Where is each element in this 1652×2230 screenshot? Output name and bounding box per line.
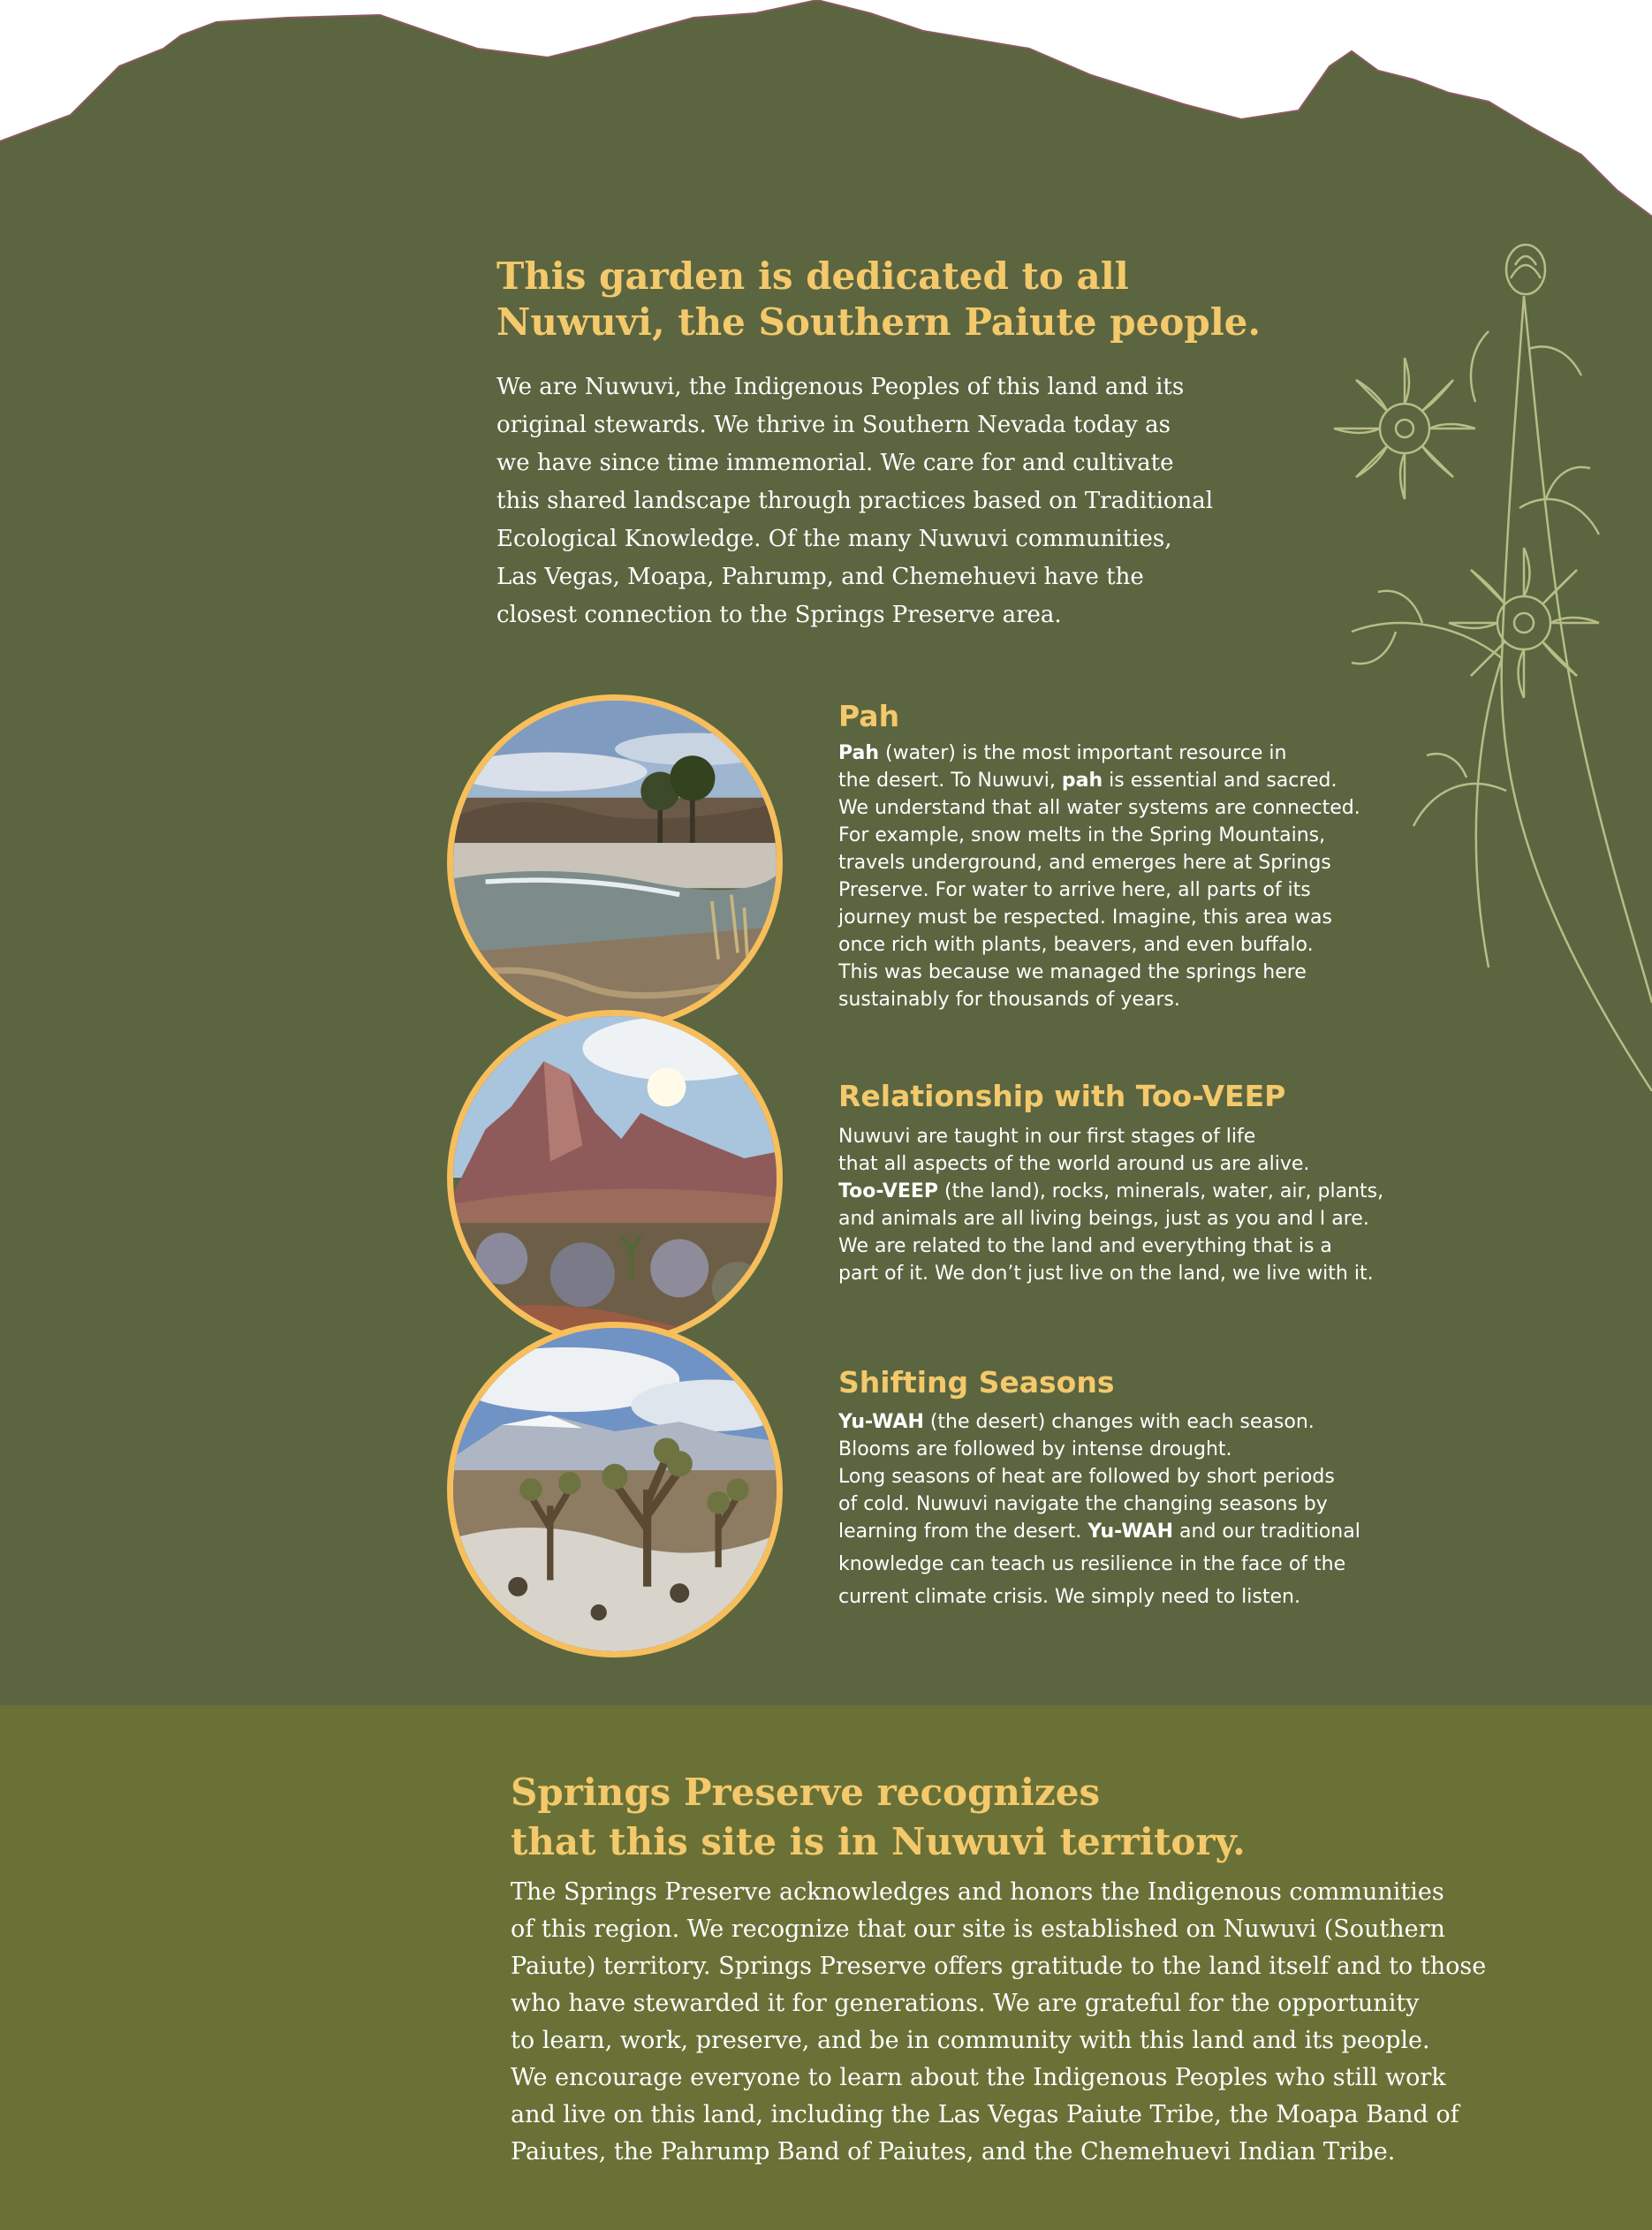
section-line: knowledge can teach us resilience in the face of the xyxy=(838,1553,1346,1575)
section-line: journey must be respected. Imagine, this area was xyxy=(838,906,1332,929)
section-line: of cold. Nuwuvi navigate the changing seasons by xyxy=(838,1493,1328,1515)
section-line: that all aspects of the world around us are alive. xyxy=(838,1153,1310,1175)
intro-heading-line-1: This garden is dedicated to all xyxy=(496,254,1129,298)
acknowledgement-line: of this region. We recognize that our site is established on Nuwuvi (Southern xyxy=(511,1915,1445,1943)
section-line: Too-VEEP (the land), rocks, minerals, water, air, plants, xyxy=(838,1180,1384,1202)
section-line: Long seasons of heat are followed by short periods xyxy=(838,1466,1335,1488)
red-rock-landscape-photo xyxy=(447,1010,783,1346)
intro-heading-line-2: Nuwuvi, the Southern Paiute people. xyxy=(496,300,1261,344)
section-line: sustainably for thousands of years. xyxy=(838,989,1180,1011)
section-line: part of it. We don’t just live on the land, we live with it. xyxy=(838,1263,1374,1285)
acknowledgement-line: and live on this land, including the Las Vegas Paiute Tribe, the Moapa Band of xyxy=(511,2101,1459,2128)
acknowledgement-line: We encourage everyone to learn about the Indigenous Peoples who still work xyxy=(511,2064,1446,2091)
section-line: Blooms are followed by intense drought. xyxy=(838,1438,1232,1460)
acknowledgement-heading-line-1: Springs Preserve recognizes xyxy=(511,1771,1101,1814)
section-line: travels underground, and emerges here at Springs xyxy=(838,852,1331,874)
acknowledgement-line: who have stewarded it for generations. We are grateful for the opportunity xyxy=(511,1990,1420,2017)
bold-term: Pah xyxy=(838,742,880,764)
section-line: Preserve. For water to arrive here, all parts of its xyxy=(838,879,1311,901)
intro-line: we have since time immemorial. We care for and cultivate xyxy=(496,450,1174,476)
section-line: once rich with plants, beavers, and even buffalo. xyxy=(838,934,1314,956)
intro-line: Las Vegas, Moapa, Pahrump, and Chemehuevi have the xyxy=(496,564,1144,590)
section-line: current climate crisis. We simply need to listen. xyxy=(838,1586,1300,1608)
section-line: We are related to the land and everything that is a xyxy=(838,1235,1332,1257)
bold-term: Too-VEEP xyxy=(838,1180,939,1202)
section-line: and animals are all living beings, just as you and I are. xyxy=(838,1208,1369,1230)
acknowledgement-heading-line-2: that this site is in Nuwuvi territory. xyxy=(511,1820,1246,1863)
spring-water-photo xyxy=(447,694,783,1030)
section-line: This was because we managed the springs here xyxy=(838,961,1307,983)
desert-marigold-illustration xyxy=(1316,243,1652,1091)
intro-line: Ecological Knowledge. Of the many Nuwuvi communities, xyxy=(496,526,1172,552)
section-line: Yu-WAH (the desert) changes with each season. xyxy=(838,1411,1315,1433)
section-line: For example, snow melts in the Spring Mountains, xyxy=(838,824,1326,846)
acknowledgement-line: to learn, work, preserve, and be in community with this land and its people. xyxy=(511,2027,1430,2054)
section-title-too-veep: Relationship with Too-VEEP xyxy=(838,1079,1286,1113)
section-line: We understand that all water systems are connected. xyxy=(838,797,1360,819)
acknowledgement-line: Paiutes, the Pahrump Band of Paiutes, and the Chemehuevi Indian Tribe. xyxy=(511,2138,1396,2166)
section-title-pah: Pah xyxy=(838,699,900,733)
bold-term: Yu-WAH xyxy=(1087,1521,1174,1543)
intro-line: closest connection to the Springs Preserve area. xyxy=(496,602,1062,628)
acknowledgement-line: The Springs Preserve acknowledges and honors the Indigenous communities xyxy=(511,1878,1444,1906)
bold-term: pah xyxy=(1061,770,1103,792)
intro-line: original stewards. We thrive in Southern Nevada today as xyxy=(496,412,1171,438)
section-line: Pah (water) is the most important resource in xyxy=(838,742,1287,764)
section-line: the desert. To Nuwuvi, pah is essential and sacred. xyxy=(838,770,1338,792)
acknowledgement-line: Paiute) territory. Springs Preserve offers gratitude to the land itself and to those xyxy=(511,1953,1487,1980)
intro-line: this shared landscape through practices based on Traditional xyxy=(496,488,1214,514)
section-line: Nuwuvi are taught in our first stages of life xyxy=(838,1126,1256,1148)
bold-term: Yu-WAH xyxy=(838,1411,924,1433)
section-title-shifting-seasons: Shifting Seasons xyxy=(838,1365,1115,1399)
section-line: learning from the desert. Yu-WAH and our traditional xyxy=(838,1521,1360,1543)
snowy-joshua-trees-photo xyxy=(447,1322,783,1657)
intro-line: We are Nuwuvi, the Indigenous Peoples of this land and its xyxy=(496,374,1185,400)
